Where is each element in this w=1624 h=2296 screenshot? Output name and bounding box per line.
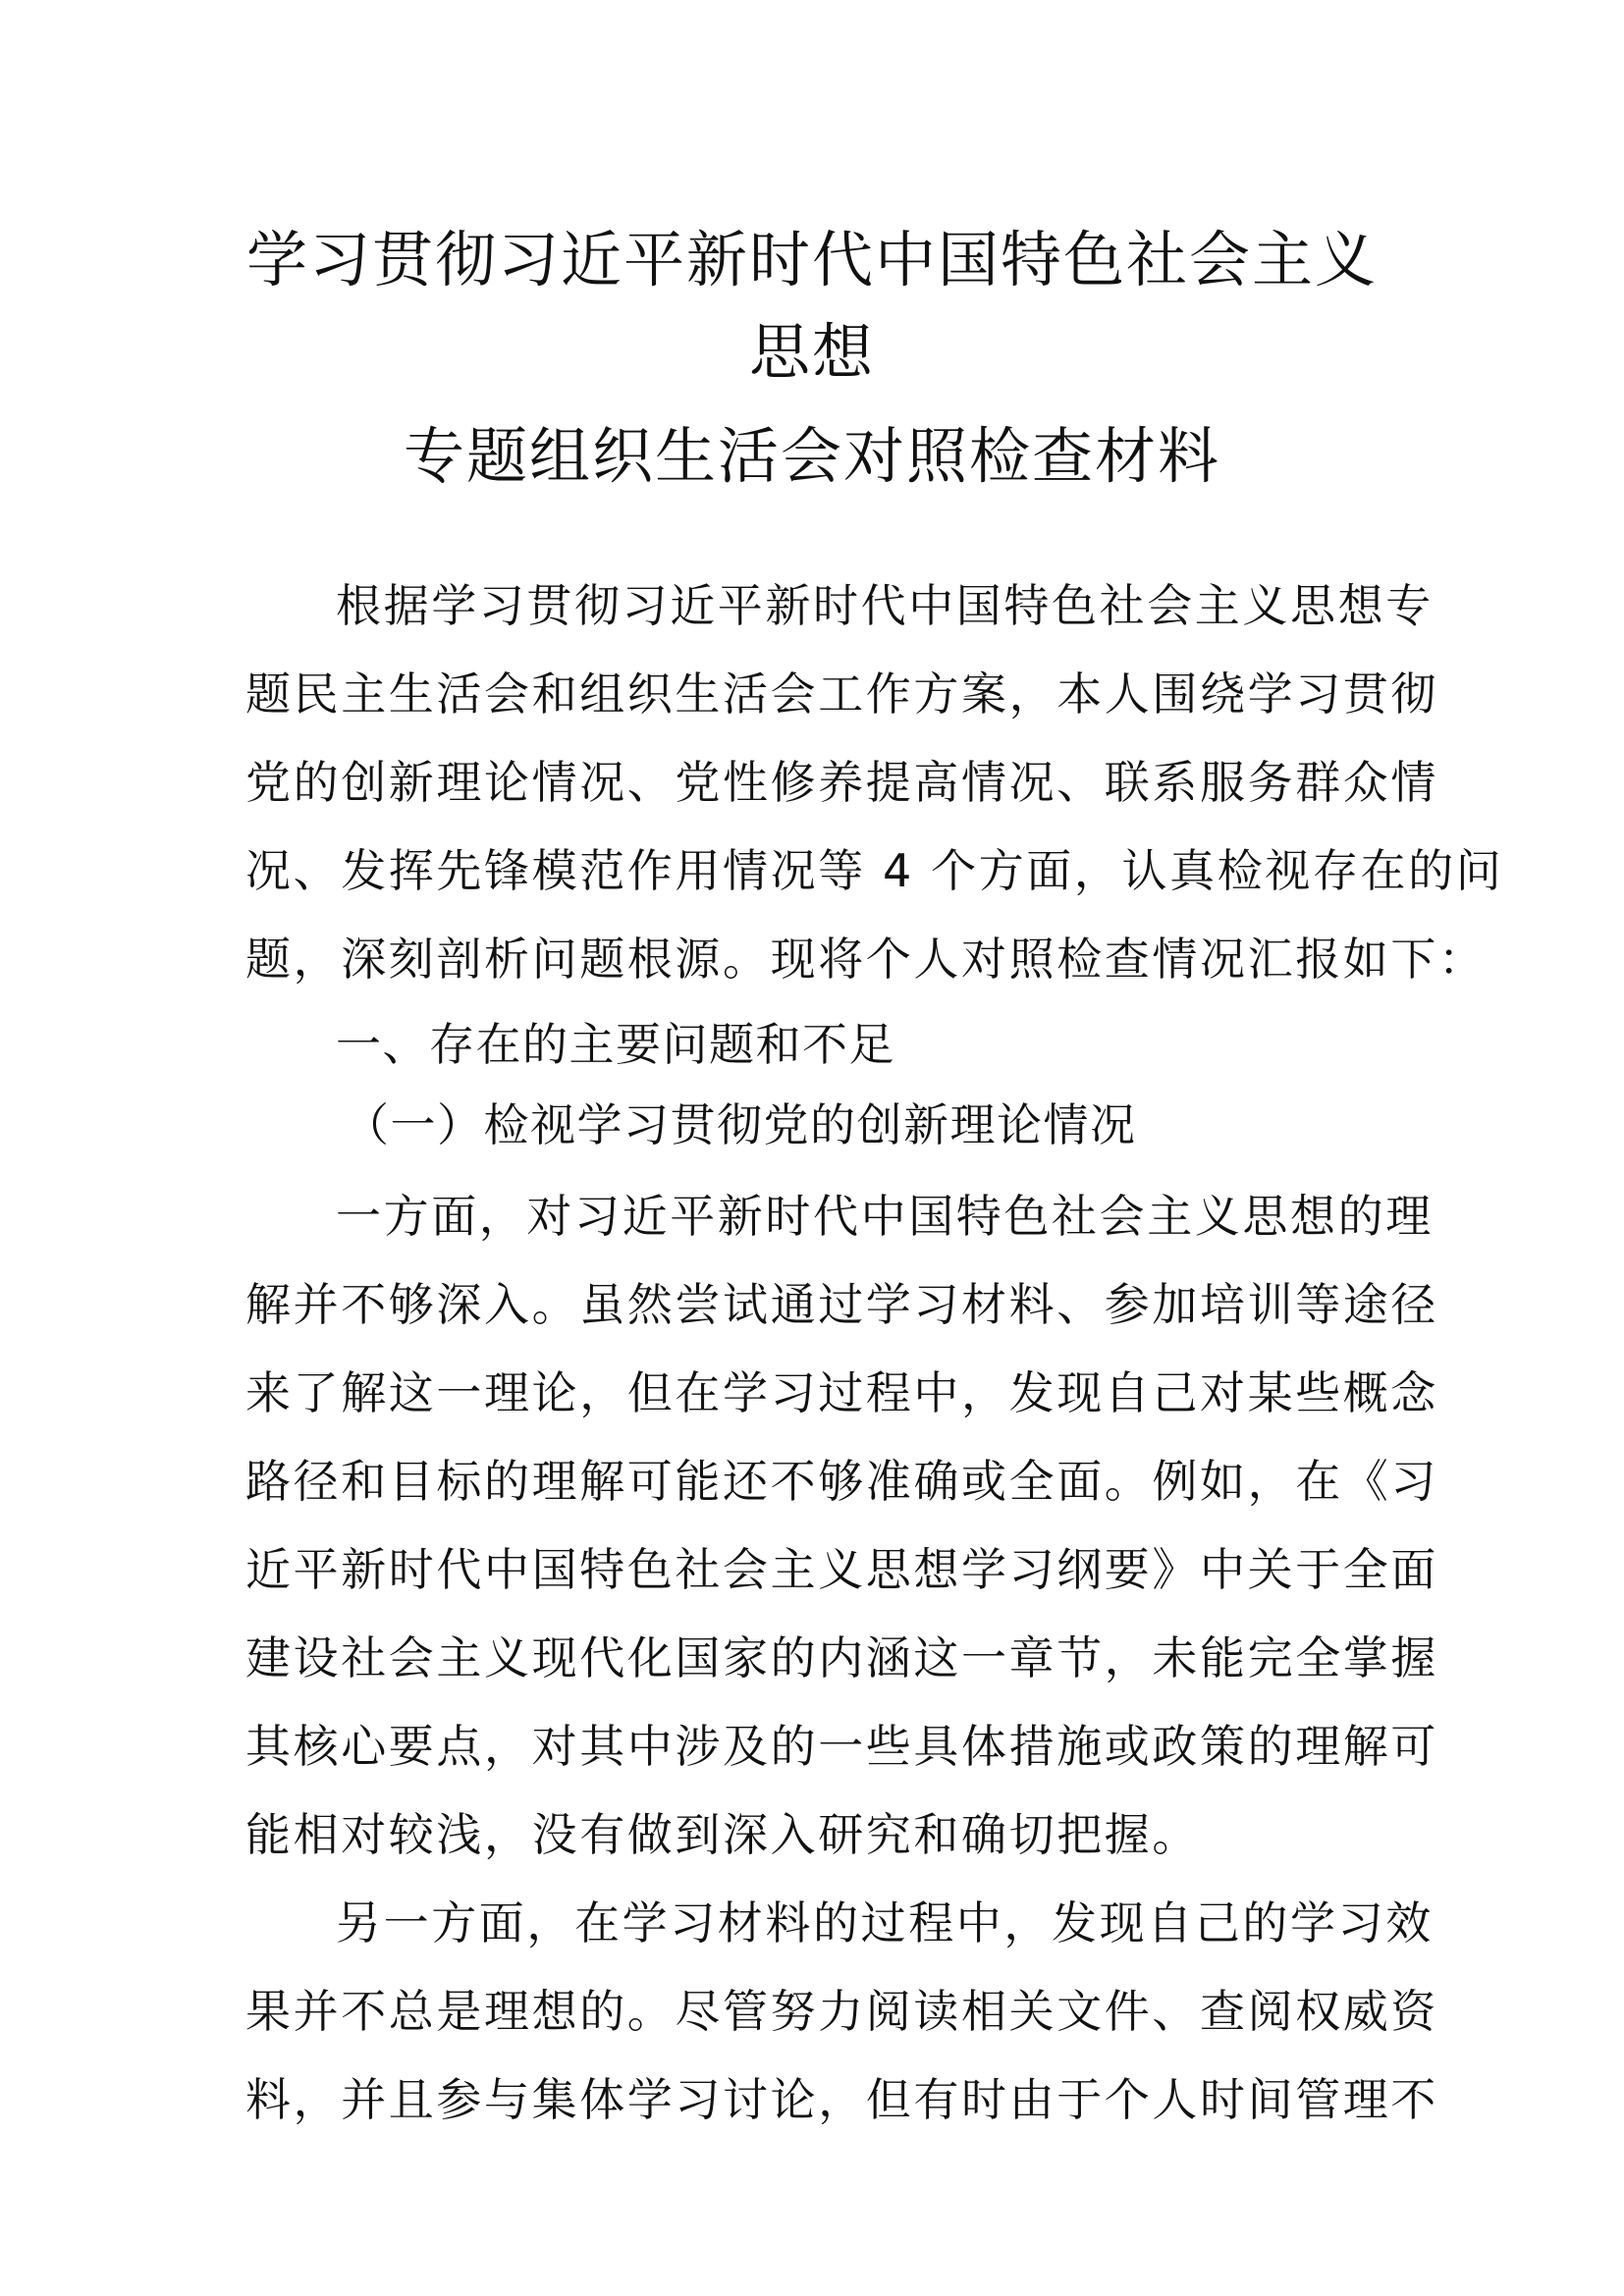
paragraph-line: 路径和目标的理解可能还不够准确或全面。例如，在《习 xyxy=(245,1455,1438,1508)
paragraph-line: 解并不够深入。虽然尝试通过学习材料、参加培训等途径 xyxy=(245,1278,1438,1331)
paragraph-line: 其核心要点，对其中涉及的一些具体措施或政策的理解可 xyxy=(245,1720,1438,1773)
paragraph-2 xyxy=(245,1879,1438,2144)
intro-paragraph xyxy=(245,561,1504,1003)
intro-line: 题，深刻剖析问题根源。现将个人对照检查情况汇报如下： xyxy=(245,933,1487,986)
document-title xyxy=(196,214,1428,503)
intro-line: 题民主生活会和组织生活会工作方案，本人围绕学习贯彻 xyxy=(245,667,1438,721)
title-line-3: 专题组织生活会对照检查材料 xyxy=(403,420,1220,492)
section-heading: 一、存在的主要问题和不足 xyxy=(336,1018,895,1071)
paragraph-line: 能相对较浅，没有做到深入研究和确切把握。 xyxy=(245,1808,1200,1861)
intro-line: 根据学习贯彻习近平新时代中国特色社会主义思想专 xyxy=(336,579,1434,632)
paragraph-line: 另一方面，在学习材料的过程中，发现自己的学习效 xyxy=(336,1896,1434,1949)
paragraph-line: 来了解这一理论，但在学习过程中，发现自己对某些概念 xyxy=(245,1366,1438,1419)
intro-line: 党的创新理论情况、党性修养提高情况、联系服务群众情 xyxy=(245,756,1438,809)
subsection-heading: （一）检视学习贯彻党的创新理论情况 xyxy=(344,1098,1137,1151)
paragraph-1 xyxy=(245,1172,1438,1879)
title-line-2: 思想 xyxy=(748,316,875,388)
paragraph-line: 建设社会主义现代化国家的内涵这一章节，未能完全掌握 xyxy=(245,1631,1438,1684)
paragraph-line: 近平新时代中国特色社会主义思想学习纲要》中关于全面 xyxy=(245,1543,1438,1596)
intro-line: 况、发挥先锋模范作用情况等 4 个方面，认真检视存在的问 xyxy=(245,844,1504,897)
document-body xyxy=(245,561,1504,2144)
title-line-1: 学习贯彻习近平新时代中国特色社会主义 xyxy=(245,224,1378,295)
paragraph-line: 果并不总是理想的。尽管努力阅读相关文件、查阅权威资 xyxy=(245,1985,1438,2038)
paragraph-line: 料，并且参与集体学习讨论，但有时由于个人时间管理不 xyxy=(245,2073,1438,2126)
paragraph-line: 一方面，对习近平新时代中国特色社会主义思想的理 xyxy=(336,1190,1434,1243)
